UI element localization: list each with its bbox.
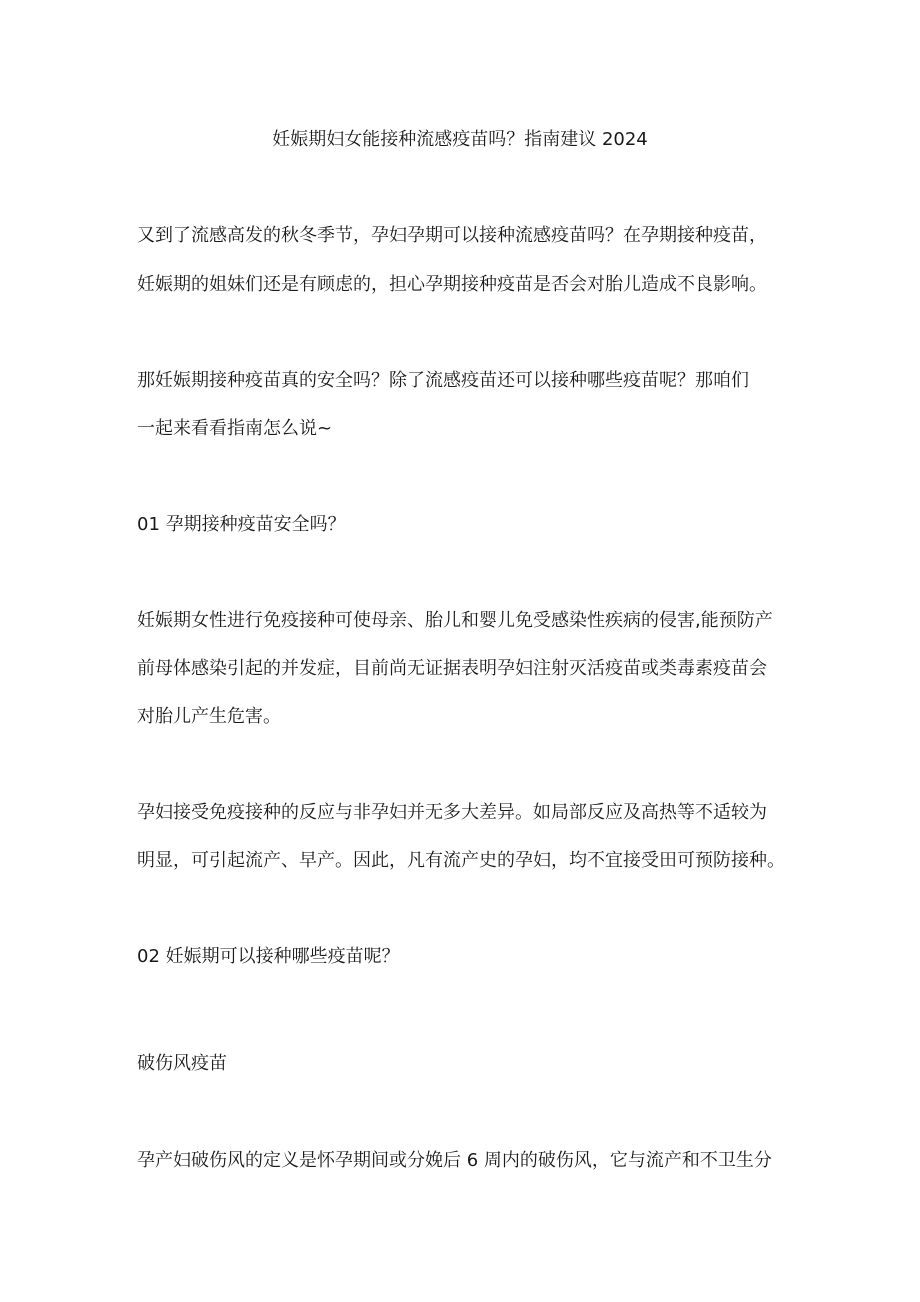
paragraph-line: 那妊娠期接种疫苗真的安全吗？除了流感疫苗还可以接种哪些疫苗呢？那咱们 xyxy=(137,370,749,391)
paragraph-line: 明显，可引起流产、早产。因此，凡有流产史的孕妇，均不宜接受田可预防接种。 xyxy=(137,850,785,871)
section-heading: 02 妊娠期可以接种哪些疫苗呢？ xyxy=(137,946,400,967)
paragraph-line: 又到了流感高发的秋冬季节，孕妇孕期可以接种流感疫苗吗？在孕期接种疫苗， xyxy=(137,225,767,246)
paragraph-line: 一起来看看指南怎么说~ xyxy=(137,418,333,439)
document-title: 妊娠期妇女能接种流感疫苗吗？指南建议 2024 xyxy=(272,129,648,150)
paragraph-line: 孕产妇破伤风的定义是怀孕期间或分娩后 6 周内的破伤风，它与流产和不卫生分 xyxy=(137,1150,772,1171)
paragraph-line: 妊娠期女性进行免疫接种可使母亲、胎儿和婴儿免受感染性疾病的侵害,能预防产 xyxy=(137,610,773,631)
subsection-heading: 破伤风疫苗 xyxy=(137,1053,227,1074)
paragraph-line: 对胎儿产生危害。 xyxy=(137,706,281,727)
paragraph-line: 妊娠期的姐妹们还是有顾虑的，担心孕期接种疫苗是否会对胎儿造成不良影响。 xyxy=(137,274,767,295)
section-heading: 01 孕期接种疫苗安全吗？ xyxy=(137,514,346,535)
paragraph-line: 孕妇接受免疫接种的反应与非孕妇并无多大差异。如局部反应及高热等不适较为 xyxy=(137,802,767,823)
paragraph-line: 前母体感染引起的并发症，目前尚无证据表明孕妇注射灭活疫苗或类毒素疫苗会 xyxy=(137,658,767,679)
